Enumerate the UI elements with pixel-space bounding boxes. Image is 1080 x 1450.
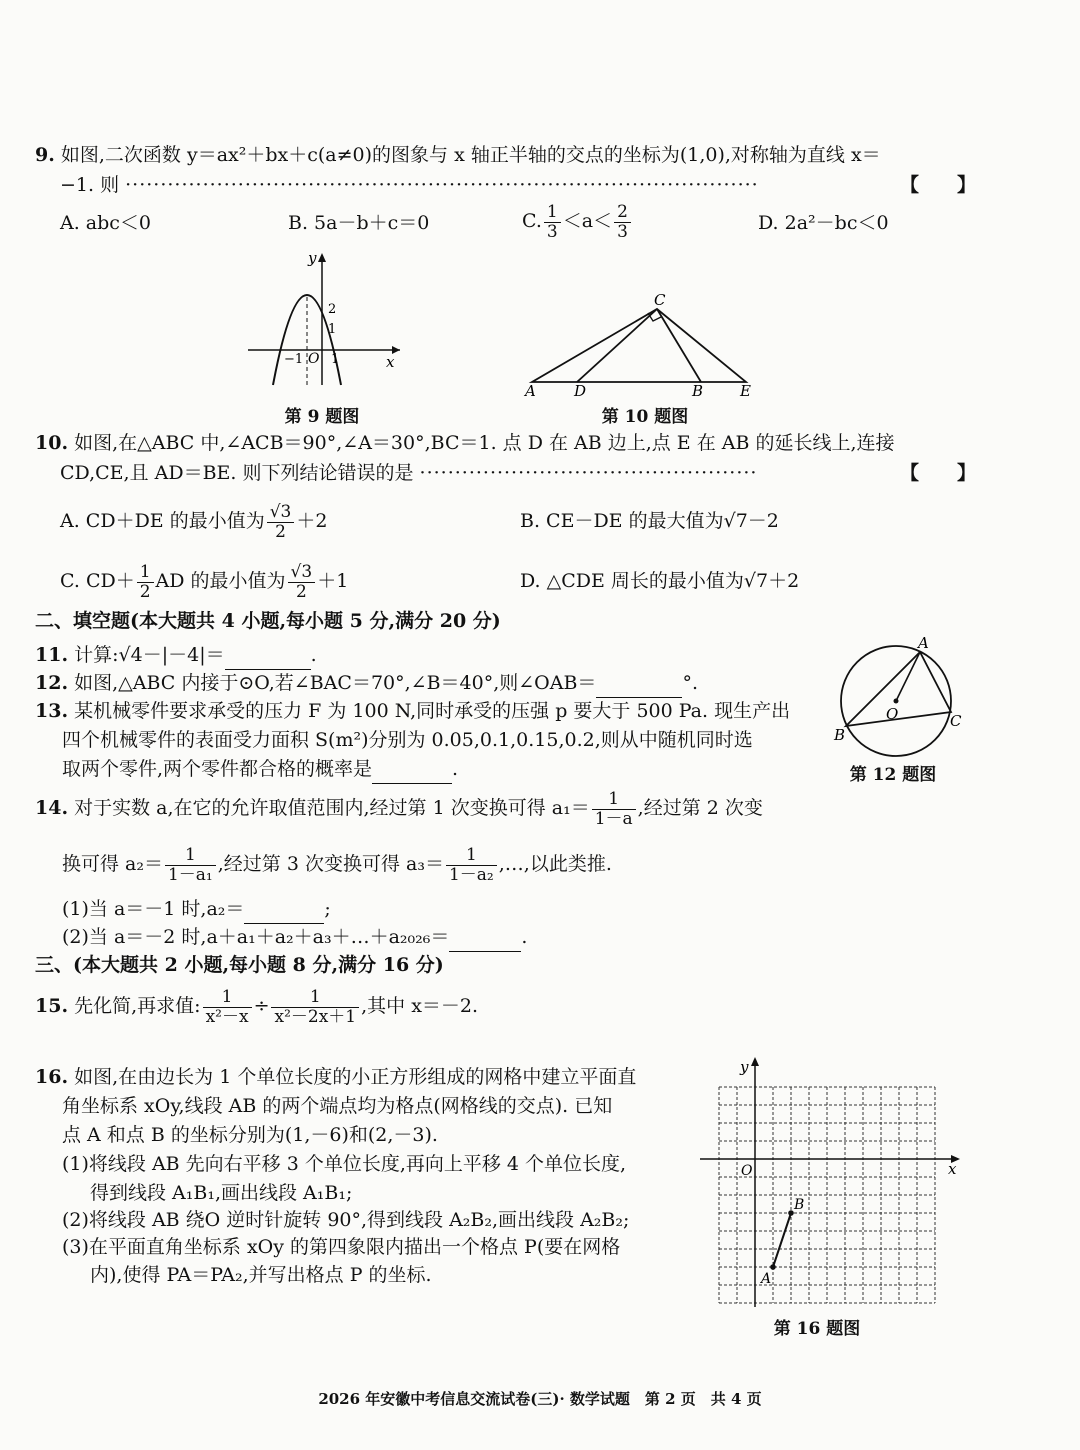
q9-option-d: D. 2a²－bc＜0: [758, 212, 889, 234]
q9-option-c-frac2: $\frac{2}{3}$: [614, 203, 631, 242]
q9-option-c: [522, 200, 633, 242]
q12-label-c: C: [950, 712, 962, 730]
q14-frac-a2: $\frac{1}{\text{1－a₁}}$: [165, 846, 216, 885]
q10-segment-cb: [657, 309, 701, 382]
q11-end: .: [310, 644, 317, 666]
q9-line2: [60, 170, 759, 200]
section-2-title: 二、填空题(本大题共 4 小题,每小题 5 分,满分 20 分): [35, 610, 501, 632]
q16-x-label: x: [948, 1160, 957, 1178]
q9-tick-1: 1: [328, 322, 337, 337]
q9-tick-2: 2: [328, 302, 337, 317]
q10-line1: [35, 428, 895, 458]
q16-grid: [719, 1087, 935, 1303]
q10-option-a-frac: $\frac{√3}{2}$: [267, 503, 295, 542]
q10-dot-leader: ················································: [419, 462, 758, 484]
q16-part2: (2)将线段 AB 绕O 逆时针旋转 90°,得到线段 A₂B₂,画出线段 A₂B₂;: [62, 1209, 630, 1231]
q15-tail: ,其中 x＝－2.: [361, 995, 479, 1017]
q16-label-a: A: [761, 1271, 772, 1287]
q10-label-e: E: [740, 382, 751, 400]
q10-option-a: [60, 500, 327, 542]
q14-part1-text: (1)当 a＝－1 时,a₂＝: [62, 898, 245, 920]
q10-label-b: B: [692, 382, 704, 400]
q9-option-c-ineq: ＜a＜: [562, 210, 613, 232]
q9-stem-1: 如图,二次函数 y＝ax²＋bx＋c(a≠0)的图象与 x 轴正半轴的交点的坐标为(1,0),对称轴为直线 x＝: [60, 144, 881, 166]
q10-figure: [520, 285, 760, 400]
q9-line1: [35, 140, 881, 170]
q11-answer-blank[interactable]: [225, 649, 311, 670]
q16-stem-3: 点 A 和点 B 的坐标分别为(1,－6)和(2,－3).: [62, 1124, 438, 1146]
q10-option-a-tail: ＋2: [296, 510, 328, 532]
q9-figure-caption: 第 9 题图: [284, 407, 360, 427]
q9-answer-bracket: 【 】: [900, 174, 977, 196]
q12-answer-blank[interactable]: [596, 677, 682, 698]
q12-label-a: A: [918, 634, 929, 652]
q13-stem-3: 取两个零件,两个零件都合格的概率是: [62, 758, 373, 780]
q12-figure-caption: 第 12 题图: [849, 765, 937, 785]
q14-frac-a3: $\frac{1}{\text{1－a₂}}$: [446, 846, 497, 885]
q14-part2: [62, 922, 527, 952]
q10-figure-caption: 第 10 题图: [601, 407, 689, 427]
q9-tick-neg1: −1: [284, 352, 304, 367]
q12-label-b: B: [834, 726, 846, 744]
q9-tick-x1: 1: [331, 352, 340, 367]
q13-line3: [62, 754, 458, 784]
q16-y-label: y: [740, 1058, 749, 1076]
q14-part2-text: (2)当 a＝－2 时,a＋a₁＋a₂＋a₃＋…＋a₂₀₂₆＝: [62, 926, 450, 948]
q14-stem-2-mid: ,经过第 3 次变换可得 a₃＝: [217, 853, 444, 875]
q14-part1: [62, 894, 331, 924]
q14-stem-2: 换可得 a₂＝: [62, 853, 163, 875]
q10-triangle-ace: [532, 309, 746, 382]
q9-y-label: y: [308, 249, 317, 267]
q10-option-c-mid: AD 的最小值为: [155, 570, 286, 592]
q10-segment-cd: [577, 309, 657, 382]
q10-option-c-text: C. CD＋: [60, 570, 135, 592]
q13-number: 13.: [35, 700, 69, 722]
q10-label-d: D: [574, 382, 587, 400]
q10-right-angle-mark: [648, 313, 661, 321]
q11-stem: 计算:√4－|－4|＝: [74, 644, 225, 666]
q14-part1-end: ;: [324, 898, 331, 920]
q16-part1b: 得到线段 A₁B₁,画出线段 A₁B₁;: [90, 1182, 353, 1204]
q13-answer-blank[interactable]: [372, 763, 452, 784]
q15-number: 15.: [35, 995, 69, 1017]
q10-number: 10.: [35, 432, 69, 454]
q15: [35, 984, 478, 1028]
q12-center-dot: [894, 699, 899, 704]
q12-end: °.: [682, 672, 698, 694]
q16-part3b: 内),使得 PA＝PA₂,并写出格点 P 的坐标.: [90, 1264, 432, 1286]
q9-figure: [240, 245, 410, 395]
q16-part3a: (3)在平面直角坐标系 xOy 的第四象限内描出一个格点 P(要在网格: [62, 1236, 621, 1258]
q16-origin-label: O: [741, 1163, 753, 1179]
q9-option-c-label: C.: [522, 210, 542, 232]
q12-segment-oa: [896, 652, 920, 701]
q15-frac2: $\frac{1}{\text{x²－2x＋1}}$: [271, 988, 359, 1027]
q14-line2: [62, 842, 612, 886]
q13-stem-2: 四个机械零件的表面受力面积 S(m²)分别为 0.05,0.1,0.15,0.2,则从中随机同时选: [62, 729, 753, 751]
q11: [35, 640, 317, 670]
q12-label-o: O: [886, 705, 899, 723]
q9-x-label: x: [386, 353, 395, 371]
q9-number: 9.: [35, 144, 55, 166]
q14-line1: [35, 786, 763, 830]
q9-option-a: A. abc＜0: [60, 212, 152, 234]
q12-number: 12.: [35, 672, 69, 694]
q9-origin-label: O: [308, 351, 320, 367]
q13-stem-1: 某机械零件要求承受的压力 F 为 100 N,同时承受的压强 p 要大于 500 Pa. 现生产出: [74, 700, 791, 722]
q14-part2-end: .: [521, 926, 528, 948]
q10-option-d: D. △CDE 周长的最小值为√7＋2: [520, 570, 800, 592]
q10-option-c-tail: ＋1: [317, 570, 349, 592]
q12: [35, 668, 698, 698]
q9-stem-2: −1. 则: [60, 174, 120, 196]
q14-frac-a1: $\frac{1}{1-a}$: [592, 790, 636, 829]
q16-y-arrow: [751, 1057, 759, 1066]
q9-y-arrow: [318, 253, 326, 262]
q16-figure-caption: 第 16 题图: [773, 1319, 861, 1339]
section-3-title: 三、(本大题共 2 小题,每小题 8 分,满分 16 分): [35, 954, 444, 976]
q10-stem-2: CD,CE,且 AD＝BE. 则下列结论错误的是: [60, 462, 414, 484]
q16-number: 16.: [35, 1066, 69, 1088]
q14-number: 14.: [35, 797, 69, 819]
q15-divide: ÷: [253, 995, 270, 1017]
q11-number: 11.: [35, 644, 69, 666]
q12-figure: [830, 632, 970, 762]
q14-stem-1-tail: ,经过第 2 次变: [637, 797, 763, 819]
q15-frac1: $\frac{1}{\text{x²－x}}$: [203, 988, 252, 1027]
q10-option-c: [60, 560, 348, 602]
q13-end: .: [452, 758, 459, 780]
q16-stem-1: 如图,在由边长为 1 个单位长度的小正方形组成的网格中建立平面直: [74, 1066, 637, 1088]
q9-option-b: B. 5a－b＋c＝0: [288, 212, 430, 234]
q10-option-a-text: A. CD＋DE 的最小值为: [60, 510, 265, 532]
q16-line1: [35, 1062, 636, 1092]
q10-label-c: C: [654, 291, 666, 309]
q10-answer-bracket: 【 】: [900, 462, 977, 484]
q16-label-b: B: [794, 1197, 805, 1213]
q16-segment-ab: [773, 1213, 791, 1267]
q9-dot-leader: ··························································································: [125, 174, 759, 196]
q16-part1a: (1)将线段 AB 先向右平移 3 个单位长度,再向上平移 4 个单位长度,: [62, 1153, 627, 1175]
q10-option-c-frac2: $\frac{√3}{2}$: [288, 563, 316, 602]
q14-part2-blank[interactable]: [449, 931, 521, 952]
q16-point-a: [770, 1264, 776, 1270]
q16-figure: [700, 1055, 965, 1310]
q10-option-c-frac1: $\frac{1}{2}$: [137, 563, 154, 602]
q14-stem-2-tail: ,…,以此类推.: [498, 853, 612, 875]
q13-line1: [35, 696, 790, 726]
q14-stem-1: 对于实数 a,在它的允许取值范围内,经过第 1 次变换可得 a₁＝: [74, 797, 590, 819]
q9-option-c-frac1: $\frac{1}{3}$: [544, 203, 561, 242]
q12-stem: 如图,△ABC 内接于⊙O,若∠BAC＝70°,∠B＝40°,则∠OAB＝: [74, 672, 597, 694]
q10-stem-1: 如图,在△ABC 中,∠ACB＝90°,∠A＝30°,BC＝1. 点 D 在 AB 边上,点 E 在 AB 的延长线上,连接: [74, 432, 895, 454]
q14-part1-blank[interactable]: [244, 903, 324, 924]
q10-label-a: A: [525, 382, 536, 400]
q16-stem-2: 角坐标系 xOy,线段 AB 的两个端点均为格点(网格线的交点). 已知: [62, 1095, 613, 1117]
page-footer: 2026 年安徽中考信息交流试卷(三)· 数学试题 第 2 页 共 4 页: [318, 1390, 762, 1408]
q16-point-b: [788, 1210, 794, 1216]
q10-line2: [60, 458, 757, 488]
q15-stem: 先化简,再求值:: [74, 995, 201, 1017]
q10-option-b: B. CE－DE 的最大值为√7－2: [520, 510, 779, 532]
